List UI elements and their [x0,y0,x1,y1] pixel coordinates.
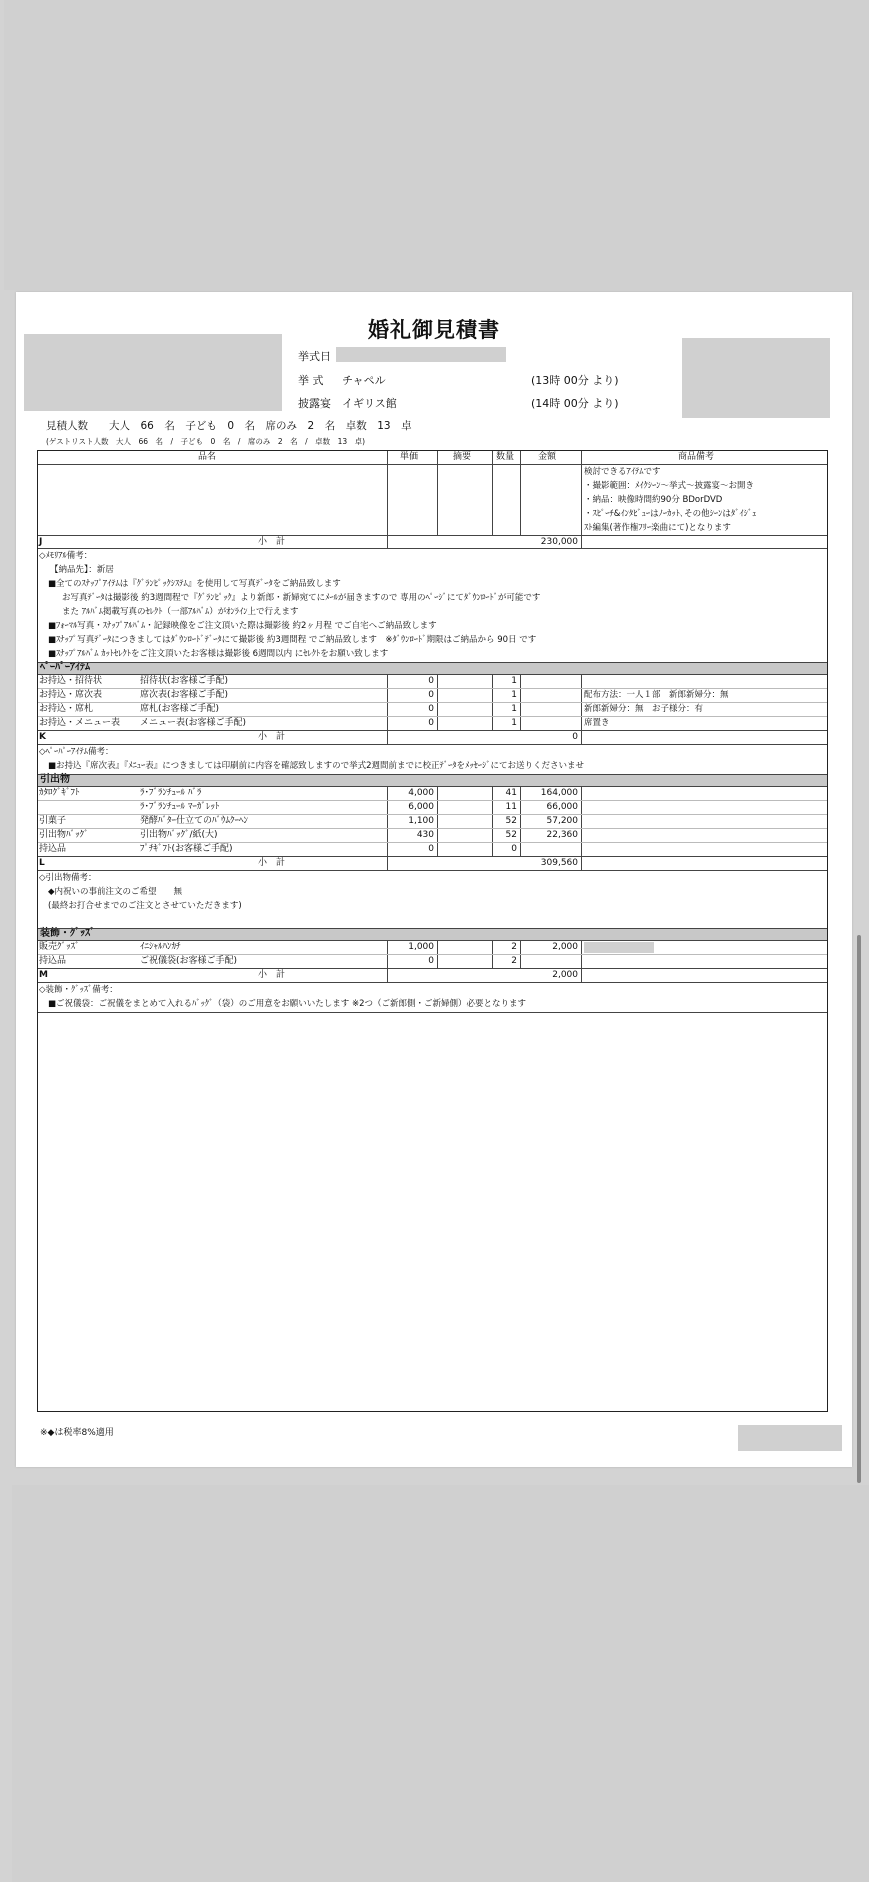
paper-row-2-name: 席次表(お客様ご手配) [140,690,229,700]
section-decor-title: 装飾・ｸﾞｯｽﾞ [38,928,827,940]
section-l-subtotal: 309,560 [540,858,578,868]
paper-row-3-name: 席札(お客様ご手配) [140,704,220,714]
gift-row-5-cat: 持込品 [39,844,67,854]
decor-row-1-amount: 2,000 [552,942,578,952]
decor-row-2-name: ご祝儀袋(お客様ご手配) [140,956,238,966]
photo-note-3: ・納品：映像時間約90分 BDorDVD [584,495,723,505]
ceremony-time: (13時 00分 より) [531,374,619,387]
photo-note-4: ・ｽﾋﾟｰﾁ&ｲﾝﾀﾋﾞｭｰはﾉｰｶｯﾄ､その他ｼｰﾝはﾀﾞｲｼﾞｪ [584,509,757,519]
redacted-footer [738,1425,842,1451]
memorial-note-5: ■ﾌｫｰﾏﾙ写真・ｽﾅｯﾌﾟｱﾙﾊﾞﾑ・記録映像をご注文頂いた際は撮影後 約2ヶ月程 でご自宅へご納品致します [48,621,437,631]
paper-row-2-cat: お持込・席次表 [39,690,103,700]
paper-row-1-qty: 1 [511,676,517,686]
gift-row-2-qty: 11 [505,802,517,812]
gift-row-3-amount: 57,200 [546,816,578,826]
paper-row-4-name: メニュー表(お客様ご手配) [140,718,247,728]
memorial-note-6: ■ｽﾅｯﾌﾟ写真ﾃﾞｰﾀにつきましてはﾀﾞｳﾝﾛｰﾄﾞﾃﾞｰﾀにて撮影後 約3週間程 でご納品致します ※ﾀﾞｳﾝﾛｰﾄﾞ期限はご納品から 90日 です [48,635,537,645]
section-m-subtotal-label: 小 計 [258,970,286,980]
gift-row-2-amount: 66,000 [546,802,578,812]
col-header-qty: 数量 [496,452,515,462]
gift-row-2-name: ﾗ･ﾌﾞﾗﾝﾁｭｰﾙ ﾏｰｶﾞﾚｯﾄ [140,802,220,812]
col-header-name: 品名 [198,452,217,462]
section-j-subtotal: 230,000 [540,537,578,547]
decor-row-1-cat: 販売ｸﾞｯｽﾞ [39,942,80,952]
estimate-document [16,292,852,1467]
section-m-subtotal: 2,000 [552,970,578,980]
paper-row-1-cat: お持込・招待状 [39,676,103,686]
paper-row-4-price: 0 [428,718,434,728]
paper-row-1-price: 0 [428,676,434,686]
redacted-ceremony-date [336,347,506,362]
ceremony-date-label: 挙式日 [298,350,331,363]
paper-row-3-cat: お持込・席札 [39,704,94,714]
decor-row-1-name: ｲﾆｼｬﾙﾊﾝｶﾁ [140,942,181,952]
decor-row-1-qty: 2 [511,942,517,952]
memorial-note-3: お写真ﾃﾞｰﾀは撮影後 約3週間程で『ｸﾞﾗﾝﾋﾟｯｸ』より新郎・新婦宛てにﾒｰﾙが届きますので 専用のﾍﾟｰｼﾞにてﾀﾞｳﾝﾛｰﾄﾞが可能です [62,593,541,603]
photo-note-1: 検討できるｱｲﾃﾑです [584,467,661,477]
document-title: 婚礼御見積書 [368,318,500,342]
photo-note-2: ・撮影範囲：ﾒｲｸｼｰﾝ～挙式～披露宴～お開き [584,481,755,491]
gift-row-4-cat: 引出物ﾊﾞｯｸﾞ [39,830,89,840]
reception-label: 披露宴 [298,397,331,410]
col-header-summary: 摘要 [453,452,472,462]
scrollbar[interactable] [857,935,861,1483]
section-paper-title: ﾍﾟｰﾊﾟｰｱｲﾃﾑ [38,662,827,674]
gift-row-5-qty: 0 [511,844,517,854]
paper-row-2-note: 配布方法：一人１部 新郎新婦分：無 [584,690,729,700]
paper-row-1-name: 招待状(お客様ご手配) [140,676,229,686]
section-k-subtotal-label: 小 計 [258,732,286,742]
headcount-line: 見積人数 大人 66 名 子ども 0 名 席のみ 2 名 卓数 13 卓 [46,420,412,432]
memorial-note-0: ◇ﾒﾓﾘｱﾙ備考： [39,551,93,561]
decor-row-2-price: 0 [428,956,434,966]
paper-row-2-qty: 1 [511,690,517,700]
gift-row-1-qty: 41 [505,788,517,798]
gift-row-1-amount: 164,000 [540,788,578,798]
reception-venue: イギリス館 [342,397,397,410]
memorial-note-4: また ｱﾙﾊﾞﾑ掲載写真のｾﾚｸﾄ（一部ｱﾙﾊﾞﾑ）がｵﾝﾗｲﾝ上で行えます [62,607,299,617]
decor-note-1: ■ご祝儀袋：ご祝儀をまとめて入れるﾊﾞｯｸﾞ（袋）のご用意をお願いいたします ※2つ（ご新郎側・ご新婦側）必要となります [48,999,527,1009]
gift-row-4-name: 引出物ﾊﾞｯｸﾞ/紙(大) [140,830,218,840]
paper-row-2-price: 0 [428,690,434,700]
guestlist-line: (ゲストリスト人数 大人 66 名 / 子ども 0 名 / 席のみ 2 名 / 卓数 13 卓) [46,437,366,446]
redacted-logo-left [24,334,282,411]
section-l-subtotal-label: 小 計 [258,858,286,868]
paper-row-3-qty: 1 [511,704,517,714]
top-gray-area [4,0,869,290]
section-j-code: J [39,537,43,547]
bottom-gray-area [12,1485,869,1882]
gift-row-5-price: 0 [428,844,434,854]
photo-note-5: ｽﾄ編集(著作権ﾌﾘｰ楽曲にて)となります [584,523,731,533]
gift-note-0: ◇引出物備考： [39,873,97,883]
section-k-code: K [39,732,46,742]
col-header-notes: 商品備考 [678,452,715,462]
footnote-tax: ※◆は税率8%適用 [40,1428,114,1438]
redacted-decor-note [584,942,654,953]
decor-row-2-qty: 2 [511,956,517,966]
gift-row-3-name: 発酵ﾊﾞﾀｰ仕立てのﾊﾞｳﾑｸｰﾍﾝ [140,816,249,826]
gift-row-1-price: 4,000 [408,788,434,798]
paper-row-3-note: 新郎新婦分：無 お子様分：有 [584,704,704,714]
memorial-note-7: ■ｽﾅｯﾌﾟｱﾙﾊﾞﾑ ｶｯﾄｾﾚｸﾄをご注文頂いたお客様は撮影後 6週間以内 にｾﾚｸﾄをお願い致します [48,649,389,659]
paper-note-1: ■お持込『席次表』『ﾒﾆｭｰ表』につきましては印刷前に内容を確認致しますので挙式2週間前までに校正ﾃﾞｰﾀをﾒｯｾｰｼﾞにてお送りくださいませ [48,761,585,771]
decor-row-2-cat: 持込品 [39,956,67,966]
gift-row-4-qty: 52 [505,830,517,840]
gift-row-3-cat: 引菓子 [39,816,67,826]
gift-note-1: ◆内祝いの事前注文のご希望 無 [48,887,183,897]
col-header-price: 単価 [400,452,419,462]
gift-row-1-name: ﾗ･ﾌﾞﾗﾝﾁｭｰﾙ ﾊﾞﾗ [140,788,202,798]
ceremony-label: 挙 式 [298,374,324,387]
gift-row-3-qty: 52 [505,816,517,826]
decor-row-1-price: 1,000 [408,942,434,952]
paper-row-4-note: 席置き [584,718,610,728]
memorial-note-2: ■全てのｽﾅｯﾌﾟｱｲﾃﾑは『ｸﾞﾗﾝﾋﾟｯｸｼｽﾃﾑ』を使用して写真ﾃﾞｰﾀをご納品致します [48,579,341,589]
memorial-note-1: 【納品先】：新居 [50,565,114,575]
gift-row-3-price: 1,100 [408,816,434,826]
decor-note-0: ◇装飾・ｸﾞｯｽﾞ備考： [39,985,118,995]
gift-row-2-price: 6,000 [408,802,434,812]
reception-time: (14時 00分 より) [531,397,619,410]
section-gifts-title: 引出物 [38,774,827,786]
section-m-code: M [39,970,48,980]
gift-row-5-name: ﾌﾟﾁｷﾞﾌﾄ(お客様ご手配) [140,844,233,854]
col-header-amount: 金額 [538,452,557,462]
redacted-logo-right [682,338,830,418]
section-l-code: L [39,858,45,868]
section-k-subtotal: 0 [572,732,578,742]
gift-row-4-amount: 22,360 [546,830,578,840]
gift-row-1-cat: ｶﾀﾛｸﾞｷﾞﾌﾄ [39,788,80,798]
ceremony-venue: チャペル [342,374,386,387]
estimate-table [37,450,828,1412]
section-j-subtotal-label: 小 計 [258,537,286,547]
paper-note-0: ◇ﾍﾟｰﾊﾟｰｱｲﾃﾑ備考： [39,747,114,757]
paper-row-3-price: 0 [428,704,434,714]
paper-row-4-qty: 1 [511,718,517,728]
paper-row-4-cat: お持込・メニュー表 [39,718,121,728]
gift-row-4-price: 430 [416,830,434,840]
gift-note-2: (最終お打合せまでのご注文とさせていただきます) [48,901,242,911]
